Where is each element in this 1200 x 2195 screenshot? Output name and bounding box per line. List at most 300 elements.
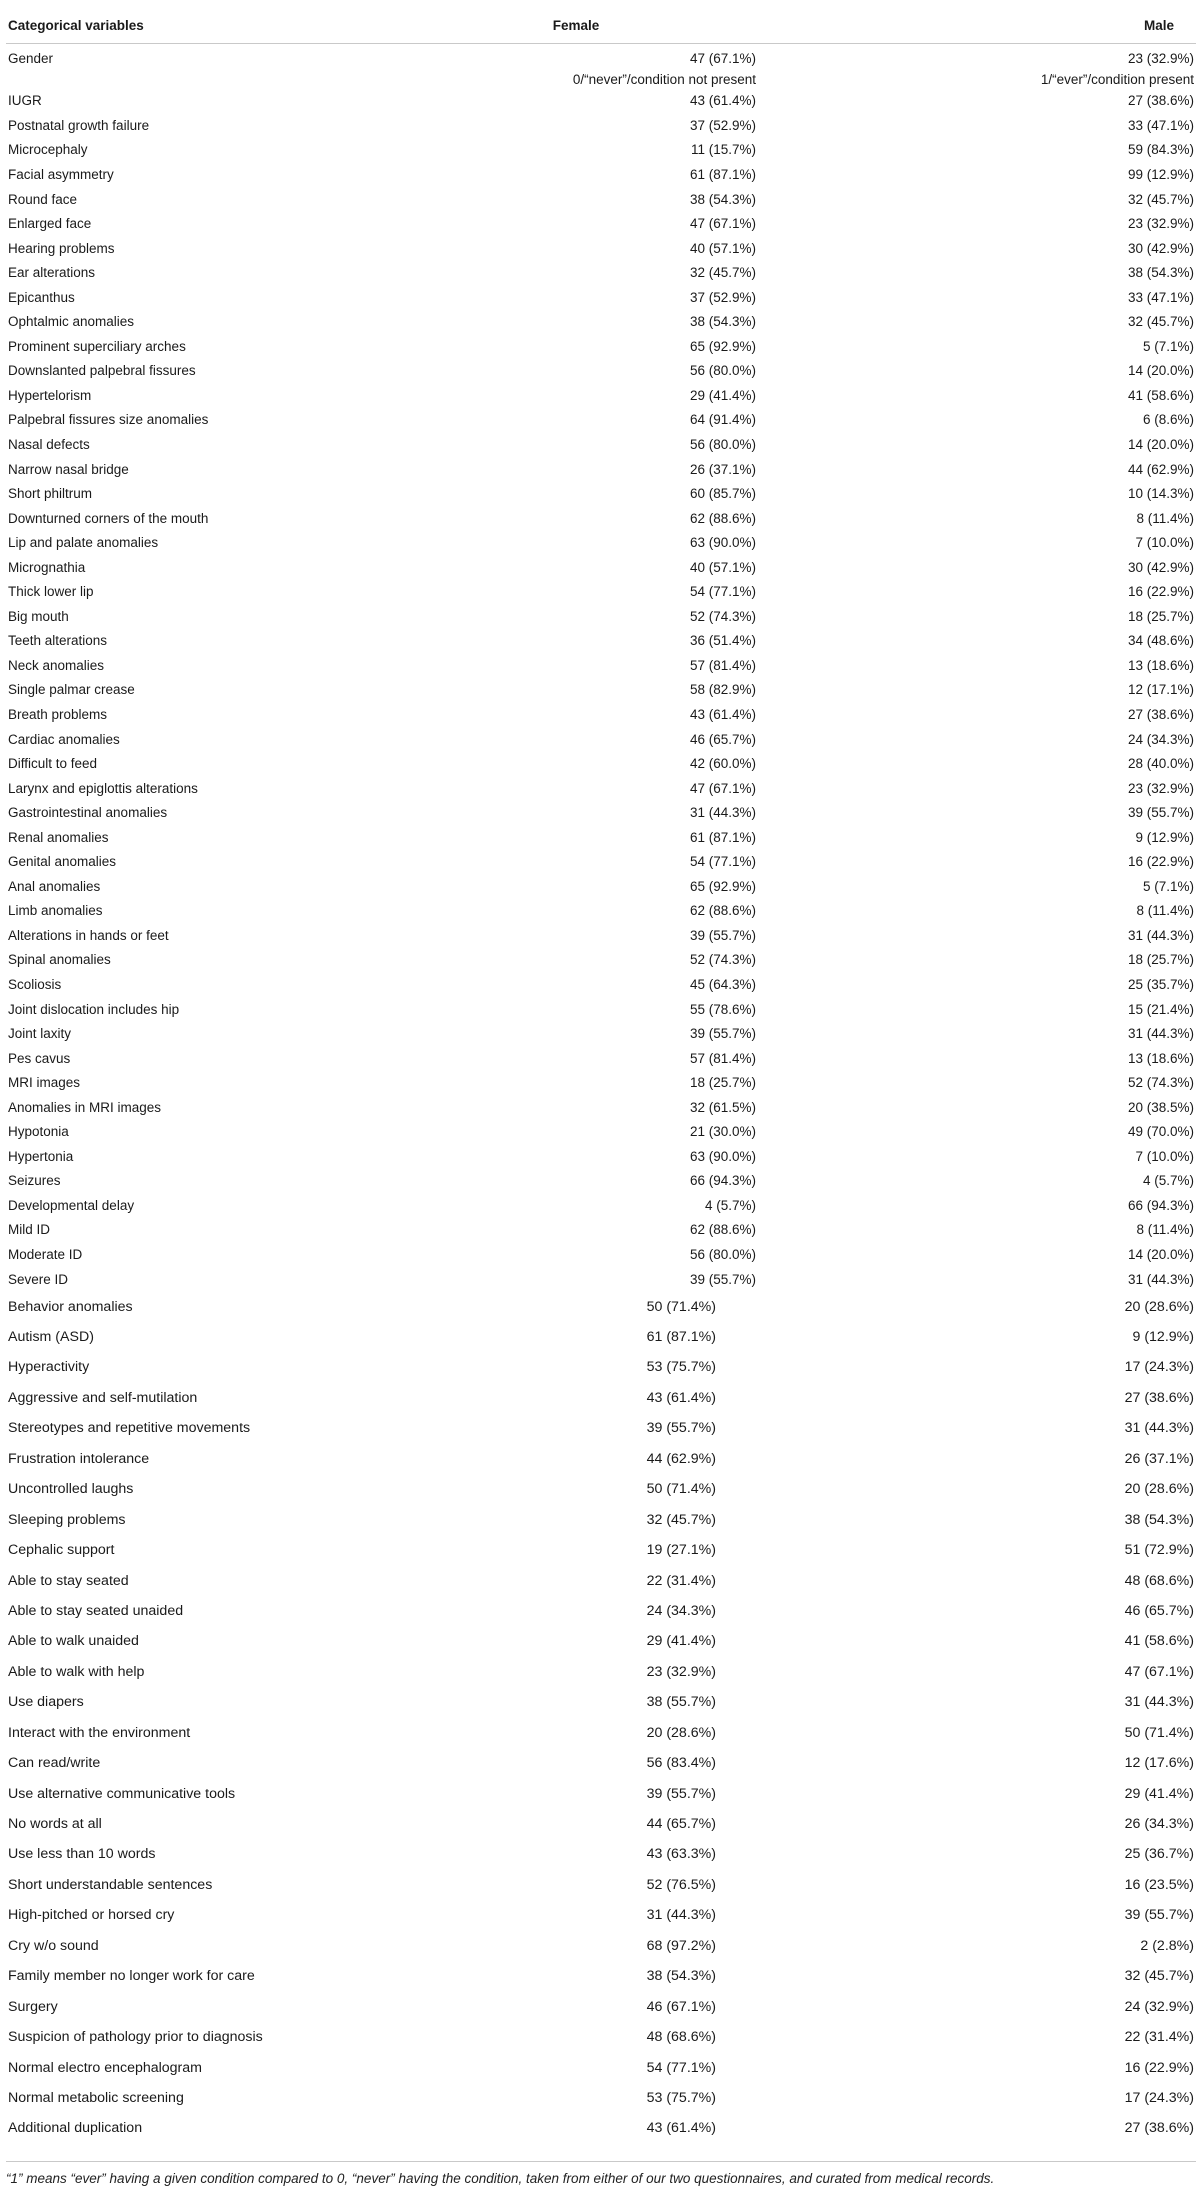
table-row [6, 530, 1196, 555]
male-value: 10 (14.3%) [1127, 486, 1194, 502]
table-row [6, 1535, 1196, 1565]
male-subheader: 1/“ever”/condition present [1040, 72, 1194, 88]
female-value: 62 (88.6%) [689, 1222, 756, 1238]
table-row [6, 653, 1196, 678]
table-row [6, 1809, 1196, 1839]
table-row [6, 138, 1196, 163]
male-value: 44 (62.9%) [1127, 461, 1194, 477]
female-value: 58 (82.9%) [689, 682, 756, 698]
female-value: 48 (68.6%) [646, 2029, 716, 2046]
row-label: Aggressive and self-mutilation [8, 1389, 198, 1406]
female-value: 21 (30.0%) [689, 1124, 756, 1140]
table-row [6, 899, 1196, 924]
female-value: 42 (60.0%) [689, 756, 756, 772]
row-label: High-pitched or horsed cry [8, 1907, 175, 1924]
male-value: 28 (40.0%) [1127, 756, 1194, 772]
table-row [6, 579, 1196, 604]
table-row [6, 408, 1196, 433]
row-label: Teeth alterations [8, 633, 108, 649]
male-value: 17 (24.3%) [1124, 1359, 1194, 1376]
male-value: 9 (12.9%) [1132, 1329, 1194, 1345]
male-value: 49 (70.0%) [1127, 1124, 1194, 1140]
row-label: Normal electro encephalogram [8, 2059, 202, 2076]
table-row [6, 948, 1196, 973]
female-value: 57 (81.4%) [689, 657, 756, 673]
table-row [6, 1748, 1196, 1778]
table-row [6, 604, 1196, 629]
row-label: Seizures [8, 1173, 61, 1189]
female-value: 65 (92.9%) [689, 338, 756, 354]
male-value: 27 (38.6%) [1124, 2120, 1194, 2137]
female-value: 40 (57.1%) [689, 559, 756, 575]
row-label: Lip and palate anomalies [8, 535, 159, 551]
row-label: Thick lower lip [8, 584, 94, 600]
row-label: Normal metabolic screening [8, 2089, 184, 2106]
header-categorical-variables: Categorical variables [8, 18, 144, 33]
row-label: Nasal defects [8, 436, 90, 452]
table-row [6, 1322, 1196, 1352]
row-label: Sleeping problems [8, 1511, 126, 1528]
header-male: Male [1143, 18, 1174, 33]
male-value: 5 (7.1%) [1142, 878, 1194, 894]
male-value: 31 (44.3%) [1124, 1694, 1194, 1711]
female-value: 31 (44.3%) [689, 805, 756, 821]
row-label: No words at all [8, 1816, 102, 1832]
row-label: Frustration intolerance [8, 1450, 150, 1467]
row-label: Anal anomalies [8, 878, 101, 894]
row-label: MRI images [8, 1075, 81, 1091]
female-value: 39 (55.7%) [646, 1785, 716, 1802]
male-value: 23 (32.9%) [1127, 50, 1194, 66]
male-value: 14 (20.0%) [1127, 363, 1194, 379]
female-value: 63 (90.0%) [689, 1148, 756, 1164]
row-label: Downturned corners of the mouth [8, 510, 209, 526]
row-label: Autism (ASD) [8, 1329, 94, 1345]
female-value: 50 (71.4%) [646, 1298, 716, 1315]
row-label: Gender [8, 50, 54, 66]
row-label: Renal anomalies [8, 829, 109, 845]
row-label: Difficult to feed [8, 756, 98, 772]
row-label: Interact with the environment [8, 1724, 191, 1741]
female-subheader: 0/“never”/condition not present [572, 72, 756, 88]
male-value: 17 (24.3%) [1124, 2089, 1194, 2106]
male-value: 9 (12.9%) [1135, 829, 1194, 845]
row-label: Genital anomalies [8, 854, 117, 870]
table-body-section-2 [6, 1291, 1196, 2143]
table-row [6, 800, 1196, 825]
table-row [6, 359, 1196, 384]
row-label: Able to walk unaided [8, 1633, 139, 1650]
female-value: 65 (92.9%) [689, 878, 756, 894]
row-label: Enlarged face [8, 216, 92, 232]
table-row [6, 187, 1196, 212]
row-label: Ear alterations [8, 265, 96, 281]
table-row [6, 113, 1196, 138]
male-value: 13 (18.6%) [1127, 657, 1194, 673]
table-body-section-1 [6, 44, 1196, 1291]
row-label: Microcephaly [8, 142, 88, 158]
table-row [6, 71, 1196, 89]
male-value: 30 (42.9%) [1127, 240, 1194, 256]
female-value: 37 (52.9%) [689, 117, 756, 133]
female-value: 11 (15.7%) [690, 142, 756, 158]
male-value: 33 (47.1%) [1127, 289, 1194, 305]
male-value: 50 (71.4%) [1124, 1724, 1194, 1741]
female-value: 44 (62.9%) [646, 1450, 716, 1467]
table-row [6, 2052, 1196, 2082]
row-label: Epicanthus [8, 289, 75, 305]
female-value: 38 (54.3%) [646, 1968, 716, 1985]
female-value: 39 (55.7%) [646, 1420, 716, 1437]
female-value: 38 (55.7%) [646, 1694, 716, 1711]
male-value: 4 (5.7%) [1142, 1173, 1194, 1189]
female-value: 56 (80.0%) [689, 1247, 756, 1263]
male-value: 14 (20.0%) [1127, 1247, 1194, 1263]
female-value: 54 (77.1%) [689, 854, 756, 870]
female-value: 45 (64.3%) [689, 977, 756, 992]
row-label: Hearing problems [8, 240, 115, 256]
female-value: 54 (77.1%) [689, 584, 756, 600]
table-row [6, 285, 1196, 310]
male-value: 27 (38.6%) [1127, 706, 1194, 722]
female-value: 64 (91.4%) [689, 412, 756, 428]
row-label: Stereotypes and repetitive movements [8, 1420, 251, 1437]
male-value: 31 (44.3%) [1124, 1420, 1194, 1437]
female-value: 66 (94.3%) [689, 1173, 756, 1189]
table-row [6, 972, 1196, 997]
female-value: 32 (45.7%) [689, 265, 756, 281]
male-value: 41 (58.6%) [1127, 387, 1194, 403]
row-label: Joint dislocation includes hip [8, 1001, 180, 1017]
male-value: 22 (31.4%) [1124, 2029, 1194, 2046]
gender-row-block [6, 44, 1196, 89]
male-value: 27 (38.6%) [1124, 1389, 1194, 1406]
table-row [6, 1193, 1196, 1218]
table-row [6, 1961, 1196, 1991]
female-value: 52 (76.5%) [646, 1876, 716, 1893]
female-value: 20 (28.6%) [646, 1724, 716, 1741]
table-footnote: “1” means “ever” having a given condition compared to 0, “never” having the condition, taken from either of our two questionnaires, and curated from medical records. [6, 2161, 1196, 2186]
female-value: 43 (61.4%) [646, 2120, 716, 2137]
table-row [6, 1291, 1196, 1321]
female-value: 53 (75.7%) [646, 1359, 716, 1376]
table-row [6, 1169, 1196, 1194]
row-label: Single palmar crease [8, 682, 135, 698]
header-female: Female [552, 18, 600, 33]
female-value: 26 (37.1%) [689, 461, 756, 477]
male-value: 20 (38.5%) [1127, 1099, 1194, 1115]
female-value: 38 (54.3%) [689, 191, 756, 207]
table-row [6, 1687, 1196, 1717]
female-value: 43 (63.3%) [646, 1846, 716, 1863]
row-label: Use diapers [8, 1694, 84, 1711]
table-row [6, 1504, 1196, 1534]
table-row [6, 702, 1196, 727]
row-label: Short understandable sentences [8, 1876, 213, 1893]
female-value: 46 (65.7%) [689, 731, 756, 747]
table-row [6, 432, 1196, 457]
male-value: 34 (48.6%) [1127, 633, 1194, 649]
female-value: 44 (65.7%) [646, 1816, 716, 1832]
table-row [6, 309, 1196, 334]
female-value: 52 (74.3%) [689, 608, 756, 624]
row-label: Use less than 10 words [8, 1846, 156, 1863]
table-row [6, 1991, 1196, 2021]
row-label: Hypertonia [8, 1148, 74, 1164]
male-value: 12 (17.6%) [1124, 1755, 1194, 1772]
male-value: 12 (17.1%) [1127, 682, 1194, 698]
female-value: 60 (85.7%) [689, 486, 756, 502]
table-row [6, 2083, 1196, 2113]
table-row [6, 1870, 1196, 1900]
female-value: 47 (67.1%) [689, 216, 756, 232]
female-value: 24 (34.3%) [646, 1602, 716, 1619]
male-value: 13 (18.6%) [1127, 1050, 1194, 1066]
row-label: Able to stay seated unaided [8, 1602, 184, 1619]
table-row [6, 1657, 1196, 1687]
male-value: 16 (22.9%) [1127, 584, 1194, 600]
row-label: Gastrointestinal anomalies [8, 805, 168, 821]
female-value: 29 (41.4%) [646, 1633, 716, 1650]
table-row [6, 874, 1196, 899]
male-value: 46 (65.7%) [1124, 1602, 1194, 1619]
female-value: 39 (55.7%) [689, 927, 756, 943]
female-value: 54 (77.1%) [646, 2059, 716, 2076]
table-row [6, 457, 1196, 482]
male-value: 99 (12.9%) [1127, 166, 1194, 182]
row-label: Able to walk with help [8, 1663, 145, 1680]
table-row [6, 1413, 1196, 1443]
male-value: 39 (55.7%) [1124, 1907, 1194, 1924]
female-value: 43 (61.4%) [689, 706, 756, 722]
table-row [6, 997, 1196, 1022]
row-label: Hypertelorism [8, 387, 92, 403]
table-row [6, 727, 1196, 752]
female-value: 22 (31.4%) [646, 1572, 716, 1589]
row-label: Surgery [8, 1998, 58, 2015]
row-label: Round face [8, 191, 78, 207]
male-value: 20 (28.6%) [1124, 1298, 1194, 1315]
male-value: 31 (44.3%) [1127, 927, 1194, 943]
female-value: 47 (67.1%) [689, 780, 756, 796]
table-row [6, 211, 1196, 236]
table-row [6, 46, 1196, 71]
female-value: 47 (67.1%) [689, 50, 756, 66]
male-value: 38 (54.3%) [1127, 265, 1194, 281]
table-row [6, 2022, 1196, 2052]
table-row [6, 1778, 1196, 1808]
row-label: Severe ID [8, 1271, 69, 1287]
row-label: Postnatal growth failure [8, 117, 150, 133]
row-label: Moderate ID [8, 1247, 83, 1263]
male-value: 16 (22.9%) [1124, 2059, 1194, 2076]
row-label: Short philtrum [8, 486, 93, 502]
row-label: Family member no longer work for care [8, 1968, 255, 1985]
row-label: Developmental delay [8, 1197, 135, 1213]
female-value: 56 (80.0%) [689, 363, 756, 379]
table-row [6, 1218, 1196, 1243]
table-row [6, 1474, 1196, 1504]
row-label: Anomalies in MRI images [8, 1099, 162, 1115]
male-value: 8 (11.4%) [1136, 1222, 1194, 1238]
table-row [6, 678, 1196, 703]
row-label: Hyperactivity [8, 1359, 90, 1376]
female-value: 18 (25.7%) [689, 1075, 756, 1091]
male-value: 32 (45.7%) [1127, 314, 1194, 330]
row-label: Larynx and epiglottis alterations [8, 780, 198, 796]
table-row [6, 1242, 1196, 1267]
table-row [6, 89, 1196, 114]
row-label: Breath problems [8, 706, 108, 722]
male-value: 31 (44.3%) [1127, 1271, 1194, 1287]
female-value: 61 (87.1%) [646, 1329, 716, 1345]
table-header [6, 8, 1196, 44]
male-value: 33 (47.1%) [1127, 117, 1194, 133]
male-value: 7 (10.0%) [1135, 1148, 1194, 1164]
row-label: Spinal anomalies [8, 952, 111, 968]
row-label: Prominent superciliary arches [8, 338, 186, 354]
table-row [6, 1931, 1196, 1961]
male-value: 27 (38.6%) [1127, 93, 1194, 109]
row-label: Alterations in hands or feet [8, 927, 169, 943]
table-row [6, 1021, 1196, 1046]
male-value: 24 (34.3%) [1127, 731, 1194, 747]
female-value: 62 (88.6%) [689, 903, 756, 919]
female-value: 46 (67.1%) [646, 1998, 716, 2015]
female-value: 53 (75.7%) [646, 2089, 716, 2106]
row-label: Pes cavus [8, 1050, 71, 1066]
male-value: 32 (45.7%) [1127, 191, 1194, 207]
row-label: Hypotonia [8, 1124, 69, 1140]
table-row [6, 383, 1196, 408]
row-label: Joint laxity [8, 1026, 72, 1042]
table-row [6, 1717, 1196, 1747]
male-value: 25 (36.7%) [1124, 1846, 1194, 1863]
male-value: 48 (68.6%) [1124, 1572, 1194, 1589]
row-label: Micrognathia [8, 559, 86, 575]
row-label: Mild ID [8, 1222, 51, 1238]
male-value: 8 (11.4%) [1136, 510, 1194, 526]
male-value: 29 (41.4%) [1124, 1785, 1194, 1802]
row-label: Able to stay seated [8, 1572, 129, 1589]
female-value: 40 (57.1%) [689, 240, 756, 256]
male-value: 59 (84.3%) [1127, 142, 1194, 158]
male-value: 24 (32.9%) [1124, 1998, 1194, 2015]
male-value: 51 (72.9%) [1124, 1542, 1194, 1559]
table-row [6, 1070, 1196, 1095]
table-row [6, 850, 1196, 875]
table-row [6, 555, 1196, 580]
male-value: 41 (58.6%) [1124, 1633, 1194, 1650]
row-label: Narrow nasal bridge [8, 461, 129, 477]
female-value: 57 (81.4%) [689, 1050, 756, 1066]
female-value: 61 (87.1%) [689, 829, 756, 845]
table-row [6, 1383, 1196, 1413]
table-row [6, 1565, 1196, 1595]
table-row [6, 1144, 1196, 1169]
table-row [6, 629, 1196, 654]
row-label: Additional duplication [8, 2120, 143, 2137]
table-row [6, 481, 1196, 506]
male-value: 14 (20.0%) [1127, 436, 1194, 452]
table-row [6, 506, 1196, 531]
table-row [6, 260, 1196, 285]
male-value: 47 (67.1%) [1124, 1663, 1194, 1680]
male-value: 26 (37.1%) [1124, 1450, 1194, 1467]
male-value: 16 (23.5%) [1124, 1876, 1194, 1893]
table-row [6, 825, 1196, 850]
rows-small [6, 89, 1196, 1292]
table-row [6, 1120, 1196, 1145]
female-value: 38 (54.3%) [689, 314, 756, 330]
row-label: Limb anomalies [8, 903, 103, 919]
female-value: 52 (74.3%) [689, 952, 756, 968]
table-row [6, 334, 1196, 359]
female-value: 37 (52.9%) [689, 289, 756, 305]
table-row [6, 236, 1196, 261]
table-row [6, 162, 1196, 187]
male-value: 38 (54.3%) [1124, 1511, 1194, 1528]
female-value: 50 (71.4%) [646, 1481, 716, 1498]
row-label: Downslanted palpebral fissures [8, 363, 196, 379]
female-value: 36 (51.4%) [689, 633, 756, 649]
row-label: Palpebral fissures size anomalies [8, 412, 209, 428]
female-value: 31 (44.3%) [646, 1907, 716, 1924]
female-value: 43 (61.4%) [646, 1389, 716, 1406]
table-row [6, 1839, 1196, 1869]
male-value: 7 (10.0%) [1135, 535, 1194, 551]
female-value: 39 (55.7%) [689, 1271, 756, 1287]
female-value: 32 (61.5%) [689, 1099, 756, 1115]
data-table [6, 8, 1196, 2144]
male-value: 32 (45.7%) [1124, 1968, 1194, 1985]
row-label: Behavior anomalies [8, 1298, 133, 1315]
male-value: 52 (74.3%) [1127, 1075, 1194, 1091]
row-label: Cry w/o sound [8, 1937, 99, 1954]
row-label: Neck anomalies [8, 657, 105, 673]
male-value: 25 (35.7%) [1127, 977, 1194, 992]
table-row [6, 2113, 1196, 2143]
male-value: 66 (94.3%) [1127, 1197, 1194, 1213]
male-value: 26 (34.3%) [1124, 1816, 1194, 1832]
female-value: 56 (80.0%) [689, 436, 756, 452]
row-label: Can read/write [8, 1755, 101, 1772]
female-value: 39 (55.7%) [689, 1026, 756, 1042]
row-label: Uncontrolled laughs [8, 1481, 134, 1498]
row-label: Cephalic support [8, 1542, 115, 1559]
female-value: 62 (88.6%) [689, 510, 756, 526]
table-row [6, 1444, 1196, 1474]
male-value: 2 (2.8%) [1140, 1937, 1194, 1954]
row-label: Use alternative communicative tools [8, 1785, 236, 1802]
male-value: 39 (55.7%) [1127, 805, 1194, 821]
row-label: Big mouth [8, 608, 69, 624]
row-label: Scoliosis [8, 977, 62, 992]
male-value: 20 (28.6%) [1124, 1481, 1194, 1498]
male-value: 15 (21.4%) [1127, 1001, 1194, 1017]
male-value: 23 (32.9%) [1127, 780, 1194, 796]
female-value: 56 (83.4%) [646, 1755, 716, 1772]
female-value: 29 (41.4%) [689, 387, 756, 403]
row-label: Cardiac anomalies [8, 731, 120, 747]
table-row [6, 1046, 1196, 1071]
female-value: 61 (87.1%) [689, 166, 756, 182]
table-row [6, 1626, 1196, 1656]
female-value: 19 (27.1%) [646, 1542, 716, 1559]
female-value: 68 (97.2%) [646, 1937, 716, 1954]
row-label: Suspicion of pathology prior to diagnosis [8, 2029, 263, 2046]
table-row [6, 923, 1196, 948]
